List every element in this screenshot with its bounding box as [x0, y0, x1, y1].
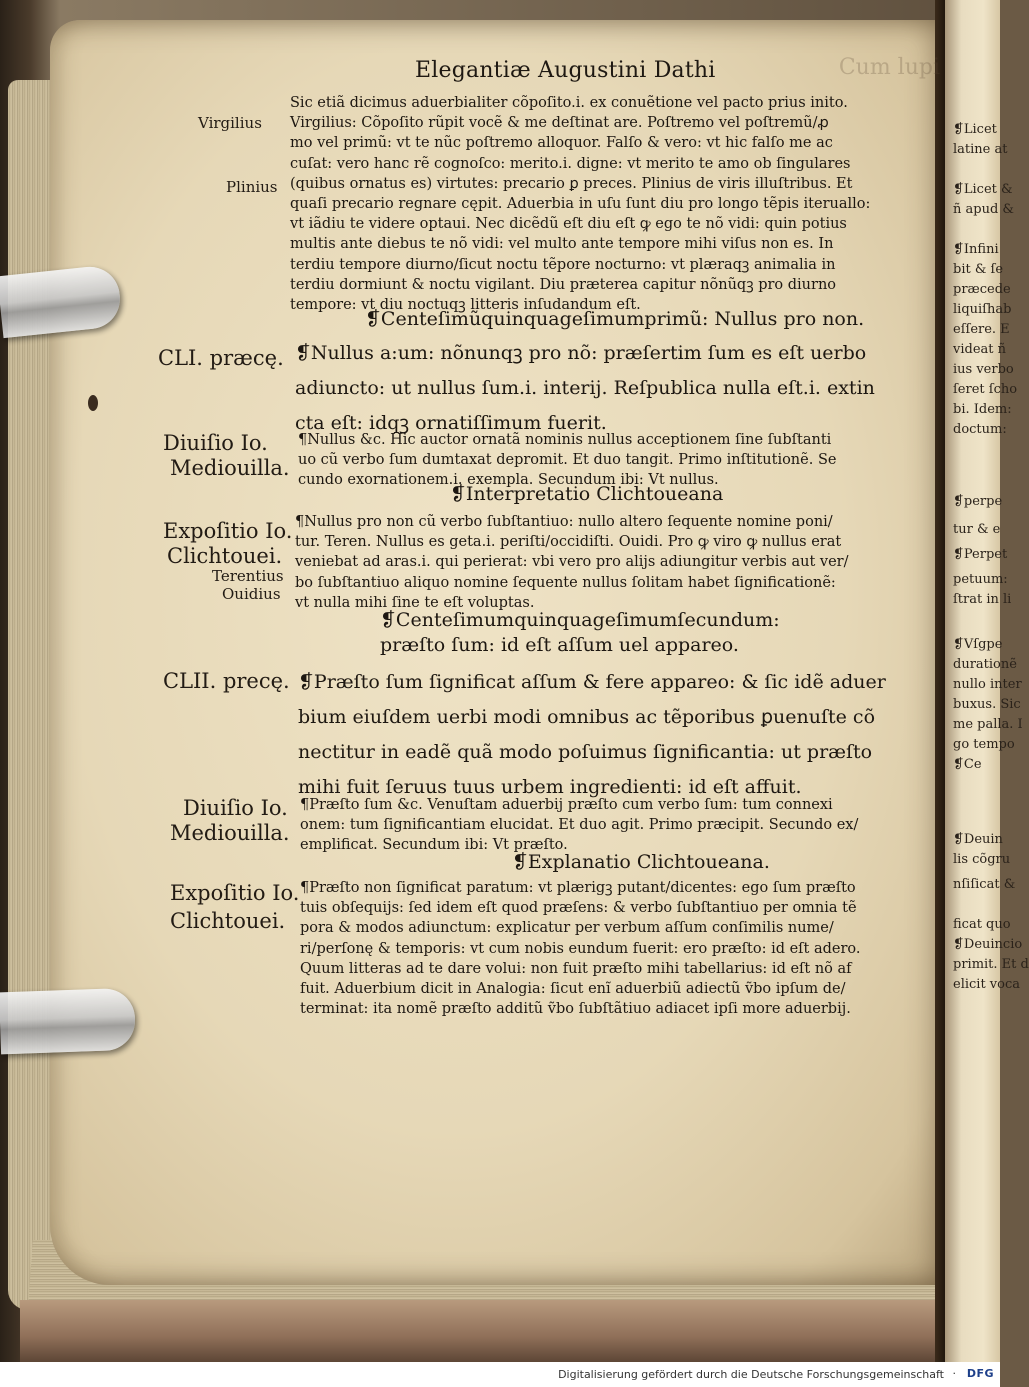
text-line: tur. Teren. Nullus es geta.i. periſti/occidiſti. Ouidi. Pro ꝙ viro ꝙ nullus erat [295, 534, 842, 551]
show-through-text: Cum lupi [838, 55, 940, 80]
margin-precept-151: CLI. præcę. [158, 346, 284, 370]
text-line: bo ſubſtantiuo aliquo nomine ſequente nullus ſolitam habet ſignificationẽ: [295, 574, 836, 591]
section-heading-152a: ❡Centeſimumquinquageſimumſecundum: [380, 609, 780, 631]
rule-text-151 [295, 336, 875, 441]
text-line: tempore: vt diu noctuqꝫ litteris inſudandum eſt. [290, 297, 641, 314]
footer-credit: Digitalisierung gefördert durch die Deutsche Forschungsgemeinschaft [558, 1368, 944, 1381]
right-page-line: nſiſicat & [953, 877, 1016, 892]
right-page-line: ❡perpe [953, 494, 1003, 509]
margin-expositio-1b: Clichtouei. [167, 544, 283, 568]
right-page-line: latine at [953, 142, 1008, 157]
margin-precept-152: CLII. precę. [163, 669, 290, 693]
right-page-line: me palla. I [953, 717, 1023, 732]
margin-terentius: Terentius [212, 567, 284, 585]
right-page-line: bit & ſe [953, 262, 1004, 277]
text-line: mo vel primũ: vt te nũc poſtremo alloquor. Falſo & vero: vt hic falſo me ac [290, 135, 833, 152]
right-page-line: ius verbo [953, 362, 1014, 377]
right-page-line: ❡Ce [953, 757, 982, 772]
right-page-line: ficat quo [953, 917, 1011, 932]
text-line: vt nulla mihi ſine te eſt voluptas. [295, 594, 535, 611]
section-heading-interpretatio: ❡Interpretatio Clichtoueana [450, 483, 724, 505]
right-page-line: ſtrat in li [953, 592, 1012, 607]
margin-virgilius: Virgilius [198, 114, 262, 132]
text-line: Virgilius: Cõpoſito rũpit vocẽ & me deſtinat are. Poſtremo vel poſtremũ/ꝓ [290, 115, 829, 132]
dfg-logo: DFG [966, 1367, 994, 1380]
text-line: ri/perſonę & temporis: vt cum nobis eundum fuerit: ero præſto: id eſt adero. [300, 940, 861, 957]
margin-expositio-2b: Clichtouei. [170, 909, 286, 933]
text-line: ¶Nullus &c. Hic auctor ornatã nominis nullus acceptionem ſine ſubſtanti [298, 432, 832, 448]
text-line: multis ante diebus te nõ vidi: vel multo ante tempore mihi viſus non es. In [290, 236, 834, 253]
text-line: (quibus ornatus es) virtutes: precario ꝑ preces. Plinius de viris illuſtribus. Et [290, 175, 853, 192]
text-line: ¶Præſto ſum &c. Venuſtam aduerbij præſto cum verbo ſum: tum connexi [300, 797, 833, 813]
text-line: emplificat. Secundum ibi: Vt præſto. [300, 837, 568, 854]
text-line: uo cũ verbo ſum dumtaxat depromit. Et duo tangit. Primo inſtitutionẽ. Se [298, 452, 837, 469]
text-line: ¶Præſto non ſignificat paratum: vt plærigꝫ putant/dicentes: ego ſum præſto [300, 880, 856, 896]
margin-divisio-2a: Diuiſio Io. [183, 796, 288, 820]
right-page-line: ❡Deuin [953, 832, 1003, 847]
right-page-line: ❡Deuincio [953, 937, 1023, 952]
right-page-line: ❡Perpet [953, 547, 1008, 562]
text-line: terminat: ita nomẽ præſto additũ ṽbo ſubſtãtiuo adiacet ipſi more aduerbij. [300, 1001, 851, 1018]
margin-plinius: Plinius [226, 178, 278, 196]
right-page-line: videat ñ [953, 342, 1006, 357]
text-line: vt iãdiu te videre optaui. Nec dicẽdũ eſt diu eſt ꝙ ego te nõ vidi: quin potius [290, 216, 847, 233]
worm-hole [88, 395, 98, 411]
right-page-line: ñ apud & [953, 202, 1014, 217]
right-page-line: tur & e [953, 522, 1001, 537]
right-page-line: durationẽ [953, 657, 1017, 672]
text-line: nectitur in eadẽ quã modo poſuimus ſignificantia: ut præſto [298, 741, 873, 763]
section-heading-explanatio: ❡Explanatio Clichtoueana. [512, 851, 770, 873]
exposition-text-2 [300, 878, 861, 1019]
right-page-line: primit. Et d [953, 957, 1029, 972]
text-line: cta eſt: idqꝫ ornatiſſimum fuerit. [295, 412, 607, 434]
margin-expositio-1a: Expoſitio Io. [163, 519, 293, 543]
book-cover-bottom [20, 1300, 980, 1362]
margin-divisio-2b: Mediouilla. [170, 821, 290, 845]
right-page-line: lis cõgru [953, 852, 1011, 867]
text-line: Quum litteras ad te dare volui: non fuit præſto mihi tabellarius: id eſt nõ af [300, 960, 852, 977]
page-header: Elegantiæ Augustini Dathi [415, 58, 716, 83]
section-heading-151: ❡Centeſimũquinquageſimumprimũ: Nullus pro non. [365, 308, 865, 330]
text-line: bium eiuſdem uerbi modi omnibus ac tẽporibus ꝑuenuſte cõ [298, 706, 876, 728]
text-line: quaſi precario regnare cępit. Aduerbia in uſu ſunt diu pro longo tẽpis iteruallo: [290, 196, 871, 213]
right-page-line: liquiſhab [953, 302, 1012, 317]
right-page-line: ſeret ſcho [953, 382, 1018, 397]
page-clip-bottom [0, 988, 136, 1055]
right-page-line: petuum: [953, 572, 1008, 587]
text-line: cundo exornationem.i. exempla. Secundum ibi: Vt nullus. [298, 472, 719, 489]
right-page-line: go tempo [953, 737, 1015, 752]
right-page-strip [945, 0, 1029, 1362]
text-line: ❡Præſto ſum ſignificat aſſum & fere appareo: & ſic idẽ aduer [298, 671, 886, 693]
text-line: terdiu dormiunt & noctu vigilant. Diu præterea capitur nõnũqꝫ pro diurno [290, 276, 837, 293]
right-page-line: præcede [953, 282, 1011, 297]
text-block-1 [290, 93, 870, 315]
margin-expositio-2a: Expoſitio Io. [170, 881, 300, 905]
text-line: fuit. Aduerbium dicit in Analogia: ſicut enĩ aduerbiũ adiectũ ṽbo ipſum de/ [300, 981, 846, 998]
right-page-line: ❡Licet & [953, 182, 1013, 197]
text-line: ¶Nullus pro non cũ verbo ſubſtantiuo: nullo altero ſequente nomine poni/ [295, 514, 833, 530]
text-line: onem: tum ſignificantiam elucidat. Et duo agit. Primo præcipit. Secundo ex/ [300, 817, 859, 834]
margin-divisio-1a: Diuiſio Io. [163, 431, 268, 455]
text-line: adiuncto: ut nullus ſum.i. interij. Reſpublica nulla eſt.i. extin [295, 377, 875, 399]
right-page-line: elicit voca [953, 977, 1021, 992]
text-line: Sic etiã dicimus aduerbialiter cõpoſito.i. ex conuẽtione vel pacto prius inito. [290, 95, 848, 111]
right-page-line: eſſere. E [953, 322, 1010, 337]
section-heading-152b: præſto ſum: id eſt aſſum uel appareo. [380, 634, 739, 656]
footer-bar [0, 1362, 1000, 1387]
text-line: tuis obſequijs: ſed idem eſt quod præſens: & verbo ſubſtantiuo per omnia tẽ [300, 900, 857, 917]
right-page-line: ❡Infini [953, 242, 999, 257]
text-line: terdiu tempore diurno/ſicut noctu tẽpore nocturno: vt plæraqꝫ animalia in [290, 256, 836, 273]
right-page-line: ❡Licet [953, 122, 997, 137]
exposition-text-1 [295, 512, 848, 613]
text-line: ❡Nullus a:um: nõnunqꝫ pro nõ: præſertim ſum es eſt uerbo [295, 342, 867, 364]
right-page-line: bi. Idem: [953, 402, 1012, 417]
margin-ouidius: Ouidius [222, 585, 281, 603]
rule-text-152 [298, 665, 886, 805]
text-line: pora & modos adiunctum: explicatur per verbum aſſum conſimilis nume/ [300, 920, 834, 937]
text-line: veniebat ad aras.i. qui perierat: vbi vero pro alijs adiungitur verbis aut ver/ [295, 554, 849, 571]
division-text-2 [300, 795, 858, 856]
footer-separator: · [952, 1367, 956, 1380]
right-page-line: nullo inter [953, 677, 1022, 692]
right-page-line: doctum: [953, 422, 1007, 437]
margin-divisio-1b: Mediouilla. [170, 456, 290, 480]
right-page-line: ❡Vſgpe [953, 637, 1003, 652]
right-page-line: buxus. Sic [953, 697, 1021, 712]
text-line: cuſat: vero hanc rẽ cognoſco: merito.i. digne: vt merito te amo ob ſingulares [290, 155, 851, 172]
text-line: mihi fuit ſeruus tuus urbem ingredienti: id eſt affuit. [298, 776, 802, 798]
